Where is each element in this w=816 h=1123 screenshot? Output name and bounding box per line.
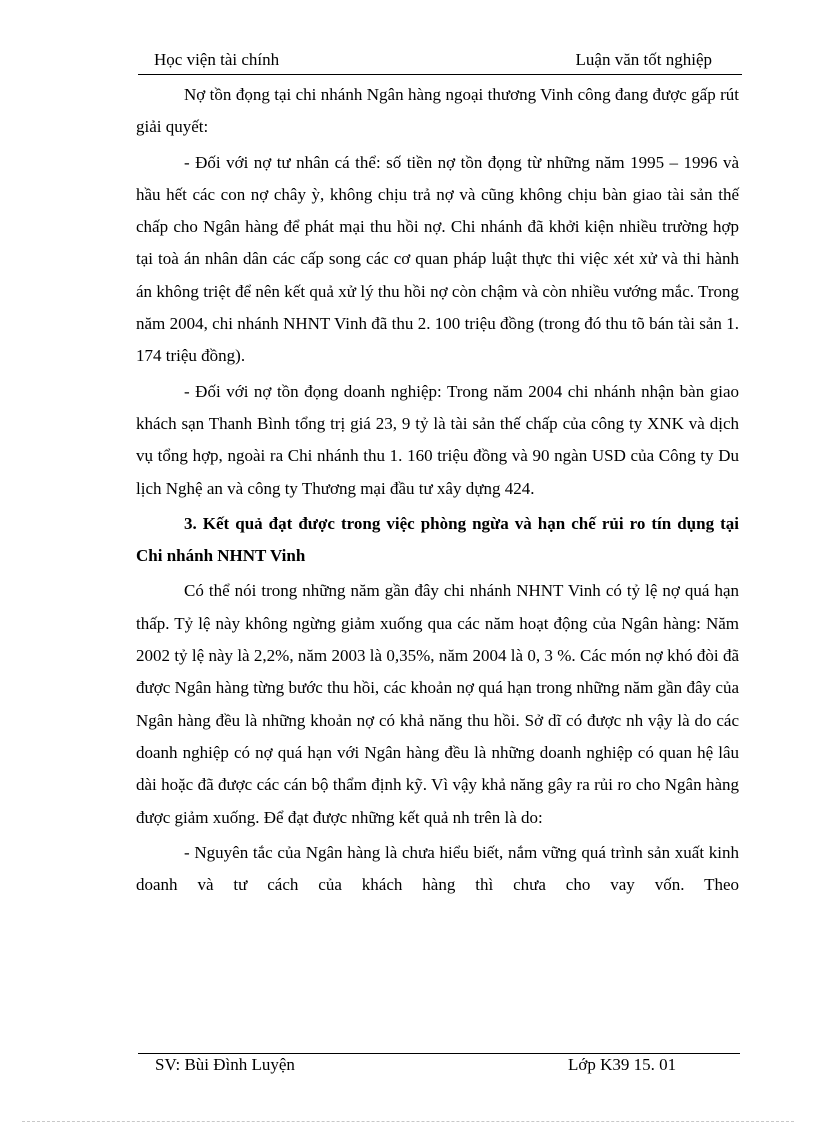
header-document-type: Luận văn tốt nghiệp [575, 50, 712, 69]
page-footer [138, 1055, 740, 1079]
paragraph-intro: Nợ tồn đọng tại chi nhánh Ngân hàng ngoại thương Vinh công đang được gấp rút giải quyết: [136, 85, 739, 137]
section-heading: 3. Kết quả đạt được trong việc phòng ngừa và hạn chế rủi ro tín dụng tại Chi nhánh NHNT Vinh [136, 513, 739, 566]
paragraph-results: Có thể nói trong những năm gần đây chi nhánh NHNT Vinh có tỷ lệ nợ quá hạn thấp. Tỷ lệ này không ngừng giảm xuống qua các năm hoạt động của Ngân hàng: Năm 2002 tỷ lệ này là 2,2%, năm 2003 là 0,35%, năm 2004 là 0, 3 %. Các món nợ khó đòi đã được Ngân hàng từng bước thu hồi, các khoản nợ quá hạn trong những năm gần đây của Ngân hàng đều là những khoản nợ có khả năng thu hồi. Sở dĩ có được nh vậy là do các doanh nghiệp có nợ quá hạn với Ngân hàng đều là những doanh nghiệp có quan hệ lâu dài hoặc đã được các cán bộ thẩm định kỹ. Vì vậy khả năng gây ra rủi ro cho Ngân hàng được giảm xuống. Để đạt được những kết quả nh trên là do: [136, 581, 739, 827]
header-institution: Học viện tài chính [154, 50, 280, 69]
paragraph-principle: - Nguyên tắc của Ngân hàng là chưa hiểu biết, nắm vững quá trình sản xuất kinh doanh và tư cách của khách hàng thì chưa cho vay vốn. Theo [136, 842, 739, 895]
page-bottom-edge [22, 1121, 794, 1122]
paragraph-private-debt: - Đối với nợ tư nhân cá thể: số tiền nợ tồn đọng từ những năm 1995 – 1996 và hầu hết các con nợ chây ỳ, không chịu trả nợ và cũng không chịu bàn giao tài sản thế chấp cho Ngân hàng để phát mại thu hồi nợ. Chi nhánh đã khởi kiện nhiều trường hợp tại toà án nhân dân các cấp song các cơ quan pháp luật thực thi việc xét xử và thi hành án không triệt để nên kết quả xử lý thu hồi nợ còn chậm và còn nhiều vướng mắc. Trong năm 2004, chi nhánh NHNT Vinh đã thu 2. 100 triệu đồng (trong đó thu tõ bán tài sản 1. 174 triệu đồng). [136, 152, 739, 366]
footer-class: Lớp K39 15. 01 [568, 1055, 677, 1074]
paragraph-enterprise-debt: - Đối với nợ tồn đọng doanh nghiệp: Trong năm 2004 chi nhánh nhận bàn giao khách sạn Thanh Bình tổng trị giá 23, 9 tỷ là tài sản thế chấp của công ty XNK và dịch vụ tổng hợp, ngoài ra Chi nhánh thu 1. 160 triệu đồng và 90 ngàn USD của Công ty Du lịch Nghệ an và công ty Thương mại đầu tư xây dựng 424. [136, 381, 739, 498]
document-body [136, 79, 739, 904]
page-header [138, 48, 742, 75]
footer-student: SV: Bùi Đình Luyện [155, 1055, 295, 1074]
footer-divider [138, 1053, 740, 1054]
